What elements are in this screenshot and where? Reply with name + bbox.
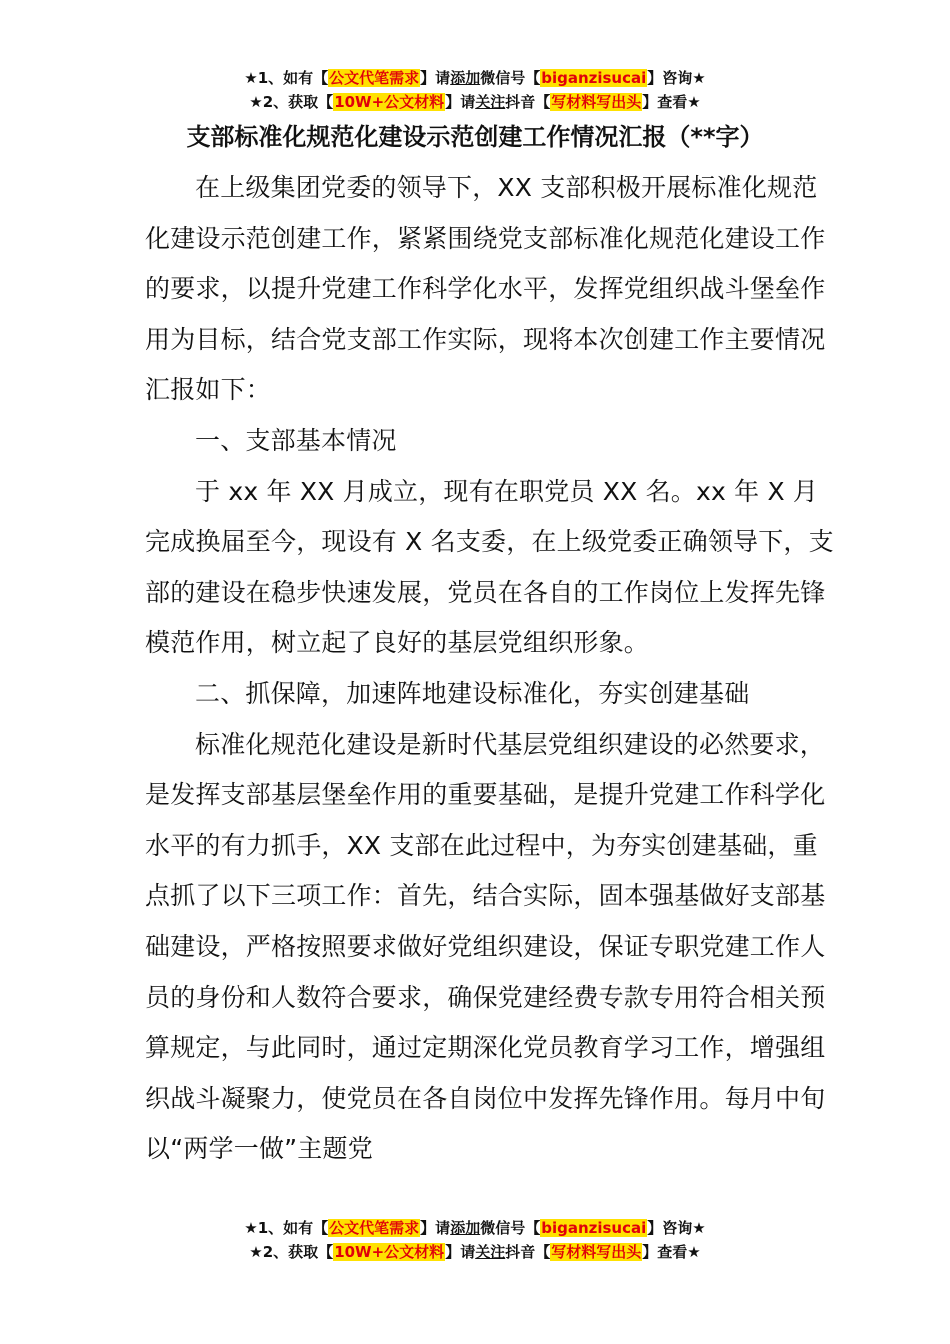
- promo-line-2-prefix: ★2、获取【: [249, 93, 334, 111]
- footer-line-1-suffix: 】咨询★: [647, 1219, 706, 1237]
- footer-line-2-underlined: 关注: [475, 1243, 506, 1261]
- footer-promo-line-2: [0, 1240, 950, 1264]
- intro-paragraph: 在上级集团党委的领导下，XX 支部积极开展标准化规范化建设示范创建工作，紧紧围绕党支部标准化规范化建设工作的要求，以提升党建工作科学化水平，发挥党组织战斗堡垒作用为目标，结合党支部工作实际，现将本次创建工作主要情况汇报如下：: [145, 173, 826, 405]
- footer-line-2-mid-2: 抖音【: [505, 1243, 551, 1261]
- section-1-paragraph: 于 xx 年 XX 月成立，现有在职党员 XX 名。xx 年 X 月完成换届至今，现设有 X 名支委，在上级党委正确领导下，支部的建设在稳步快速发展，党员在各自的工作岗位上发挥先锋模范作用，树立起了良好的基层党组织形象。: [145, 476, 834, 658]
- footer-line-1-underlined: 添加: [450, 1219, 481, 1237]
- section-heading-1: 一、支部基本情况: [195, 425, 397, 455]
- promo-line-2-underlined: 关注: [475, 93, 506, 111]
- promo-line-2-highlight-2: 写材料写出头: [551, 93, 642, 111]
- promo-line-1-suffix: 】咨询★: [647, 69, 706, 87]
- promo-line-1-mid-1: 】请: [420, 69, 451, 87]
- promo-line-2-highlight-1: 10W+公文材料: [334, 93, 445, 111]
- promo-line-1: [0, 66, 950, 90]
- footer-line-2-suffix: 】查看★: [642, 1243, 701, 1261]
- footer-promo-line-1: [0, 1216, 950, 1240]
- promo-line-2: [0, 90, 950, 114]
- footer-line-1-highlight-2: biganzisucai: [541, 1219, 647, 1237]
- section-heading-2: 二、抓保障，加速阵地建设标准化，夯实创建基础: [195, 678, 750, 708]
- promo-line-2-mid-2: 抖音【: [505, 93, 551, 111]
- footer-line-2-highlight-1: 10W+公文材料: [334, 1243, 445, 1261]
- promo-line-2-suffix: 】查看★: [642, 93, 701, 111]
- footer-promo-banner: [0, 1216, 950, 1264]
- promo-line-2-mid-1: 】请: [445, 93, 476, 111]
- footer-line-2-highlight-2: 写材料写出头: [551, 1243, 642, 1261]
- footer-line-1-mid-2: 微信号【: [480, 1219, 541, 1237]
- footer-line-1-highlight-1: 公文代笔需求: [329, 1219, 420, 1237]
- footer-line-2-prefix: ★2、获取【: [249, 1243, 334, 1261]
- document-body: [145, 163, 835, 1175]
- footer-line-2-mid-1: 】请: [445, 1243, 476, 1261]
- footer-line-1-mid-1: 】请: [420, 1219, 451, 1237]
- promo-line-1-highlight-1: 公文代笔需求: [329, 69, 420, 87]
- promo-line-1-highlight-2: biganzisucai: [541, 69, 647, 87]
- section-2-paragraph: 标准化规范化建设是新时代基层党组织建设的必然要求，是发挥支部基层堡垒作用的重要基础，是提升党建工作科学化水平的有力抓手，XX 支部在此过程中，为夯实创建基础，重点抓了以下三项工作：首先，结合实际，固本强基做好支部基础建设，严格按照要求做好党组织建设，保证专职党建工作人员的身份和人数符合要求，确保党建经费专款专用符合相关预算规定，与此同时，通过定期深化党员教育学习工作，增强组织战斗凝聚力，使党员在各自岗位中发挥先锋作用。每月中旬以“两学一做”主题党: [145, 729, 826, 1164]
- promo-line-1-mid-2: 微信号【: [480, 69, 541, 87]
- footer-line-1-prefix: ★1、如有【: [244, 1219, 329, 1237]
- document-title: 支部标准化规范化建设示范创建工作情况汇报（**字）: [186, 123, 764, 151]
- header-promo-banner: [0, 66, 950, 114]
- promo-line-1-prefix: ★1、如有【: [244, 69, 329, 87]
- promo-line-1-underlined: 添加: [450, 69, 481, 87]
